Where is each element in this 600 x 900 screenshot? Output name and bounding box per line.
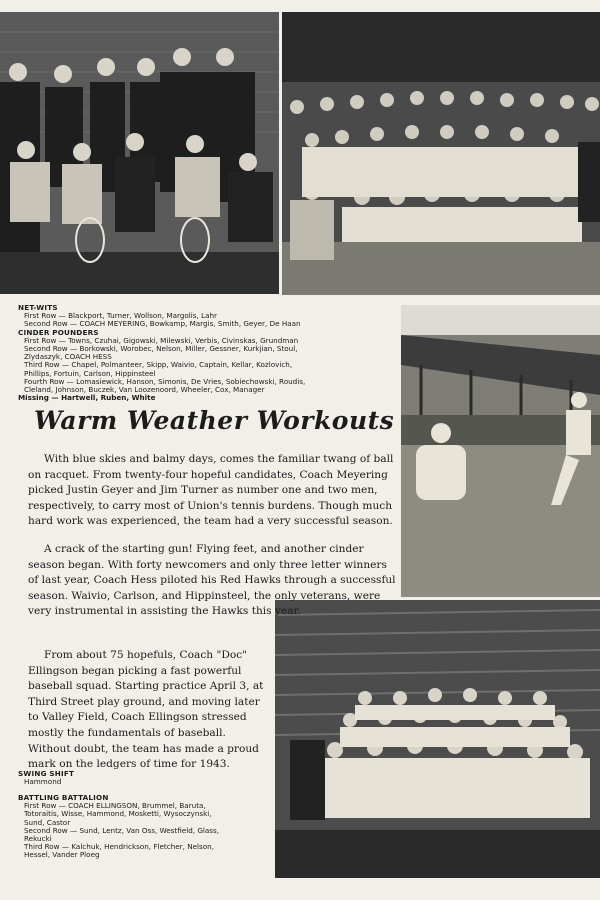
battling-battalion-caption [18, 794, 273, 860]
cinder-line: Fourth Row — Lomasiewick, Hanson, Simonis, De Vries, Sobiechowski, Roudis, [24, 376, 306, 386]
battalion-line: First Row — COACH ELLINGSON, Brummel, Baruta, [24, 801, 206, 811]
tennis-team-photo [0, 12, 279, 294]
baseball-team-photo [275, 600, 600, 878]
cinder-line: Phillips, Fortuin, Carlson, Hippinsteel [24, 368, 156, 378]
cinder-line: Cleland, Johnson, Buczek, Van Loozenoord, Wheeler, Cox, Manager [24, 385, 265, 395]
net-wits-heading: NET-WITS [18, 303, 58, 312]
battalion-line: Totoraitis, Wisse, Hammond, Mosketti, Wysoczynski, [24, 809, 212, 819]
battalion-line: Second Row — Sund, Lentz, Van Oss, Westfield, Glass, [24, 825, 220, 835]
battalion-line: Hessel, Vander Ploeg [24, 850, 100, 860]
article-wide [28, 452, 400, 632]
paragraph-baseball: From about 75 hopefuls, Coach "Doc" Ellingson began picking a fast powerful baseball squad. Starting practice April 3, at Third Street play ground, and moving later to Valley Field, Coach Ellingson stressed mostly the fundamentals of baseball. Without doubt, the team has made a proud mark on the ledgers of time for 1943. [28, 649, 264, 771]
cinder-line: Zlydaszyk, COACH HESS [24, 352, 112, 362]
battalion-line: Rekucki [24, 834, 52, 844]
cinder-line: Second Row — Borkowski, Worobec, Nelson, Miller, Gessner, Kurkjian, Stoul, [24, 344, 298, 354]
battling-battalion-heading: BATTLING BATTALION [18, 793, 109, 802]
paragraph-tennis: With blue skies and balmy days, comes the familiar twang of ball on racquet. From twenty-four hopeful candidates, Coach Meyering picked Justin Geyer and Jim Turner as number one and two men, respectively, to carry most of Union's tennis burdens. Though much hard work was experienced, the team had a very successful season. [28, 453, 394, 528]
net-wits-second-row: Second Row — COACH MEYERING, Bowkamp, Margis, Smith, Geyer, De Haan [24, 319, 301, 329]
net-wits-first-row: First Row — Blackport, Turner, Wollson, Margolis, Lahr [24, 311, 218, 321]
cinder-missing: Missing — Hartwell, Ruben, White [18, 393, 156, 403]
baseball-action-photo [401, 305, 600, 597]
battalion-line: Third Row — Kalchuk, Hendrickson, Fletcher, Nelson, [24, 842, 214, 852]
swing-shift-caption [18, 770, 268, 786]
cinder-line: Third Row — Chapel, Polmanteer, Skipp, Waivio, Captain, Kellar, Kozlovich, [24, 360, 293, 370]
track-team-photo [282, 12, 600, 295]
swing-shift-name: Hammond [24, 777, 62, 787]
caption-block [18, 304, 400, 402]
cinder-pounders-heading: CINDER POUNDERS [18, 327, 99, 337]
swing-shift-heading: SWING SHIFT [18, 769, 75, 778]
article-narrow [28, 648, 268, 785]
battalion-line: Sund, Castor [24, 817, 71, 827]
cinder-line: First Row — Towns, Czuhai, Gigowski, Milewski, Verbis, Civinskas, Grundman [24, 335, 299, 345]
paragraph-track: A crack of the starting gun! Flying feet, and another cinder season began. With forty newcomers and only three letter winners of last year, Coach Hess piloted his Red Hawks through a successful season. Waivio, Carlson, and Hippinsteel, the only veterans, were very instrumental in assisting the Hawks this year. [28, 542, 396, 618]
page-title: Warm Weather Workouts [34, 406, 395, 435]
